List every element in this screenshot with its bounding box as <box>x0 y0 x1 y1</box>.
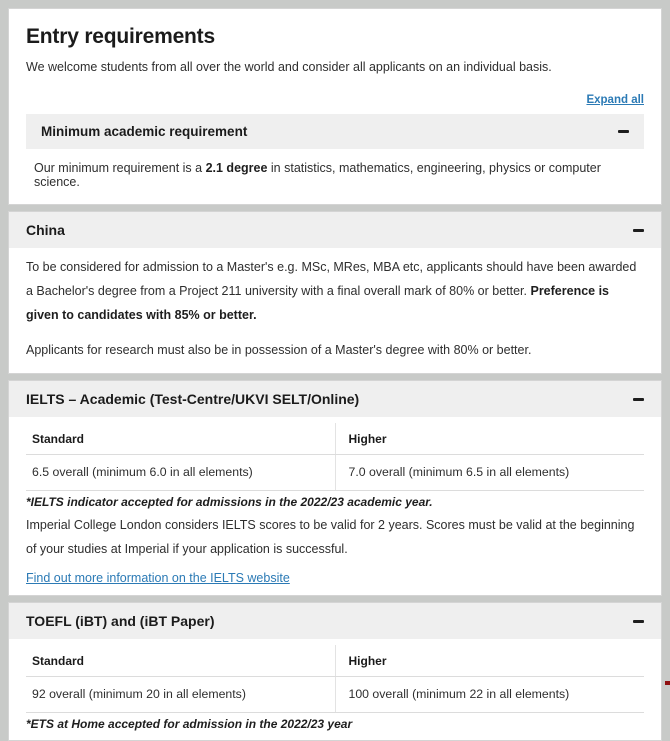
minimum-body-bold: 2.1 degree <box>205 161 268 176</box>
accordion-body-ielts <box>9 417 661 595</box>
accordion-title-minimum-academic: Minimum academic requirement <box>41 124 248 140</box>
ielts-website-link[interactable]: Find out more information on the IELTS website <box>26 571 290 586</box>
toefl-standard-score: 92 overall (minimum 20 in all elements) <box>26 677 335 713</box>
entry-requirements-card <box>8 8 662 205</box>
accordion-toefl <box>8 602 662 741</box>
table-header-row <box>26 423 644 455</box>
column-header-higher: Higher <box>335 423 644 455</box>
accordion-ielts <box>8 380 662 596</box>
ielts-validity-note: Imperial College London considers IELTS scores to be valid for 2 years. Scores must be valid at the beginning of your studies at Imperial if your application is successful. <box>26 517 635 556</box>
china-paragraph-1-bold: Preference is given to candidates with 85% or better. <box>26 283 610 322</box>
column-header-standard: Standard <box>26 645 335 677</box>
collapse-minus-icon <box>633 229 644 232</box>
accordion-title-china: China <box>26 222 65 239</box>
ielts-footnote: *IELTS indicator accepted for admissions in the 2022/23 academic year. <box>26 495 433 510</box>
accordion-header-toefl[interactable] <box>9 603 661 639</box>
accordion-body-china <box>9 248 661 373</box>
minimum-body-text: Our minimum requirement is a <box>34 161 206 176</box>
toefl-footnote: *ETS at Home accepted for admission in the 2022/23 year <box>26 717 353 732</box>
ielts-higher-score: 7.0 overall (minimum 6.5 in all elements) <box>335 455 644 491</box>
accordion-header-china[interactable] <box>9 212 661 248</box>
expand-all-link[interactable]: Expand all <box>586 94 644 107</box>
ielts-link-row <box>26 571 644 585</box>
column-header-standard: Standard <box>26 423 335 455</box>
minimum-body-text-2: in statistics, mathematics, engineering, physics or computer science. <box>34 161 601 190</box>
table-row <box>26 455 644 491</box>
table-header-row <box>26 645 644 677</box>
collapse-minus-icon <box>633 398 644 401</box>
accordion-title-ielts: IELTS – Academic (Test-Centre/UKVI SELT/Online) <box>26 391 360 408</box>
ielts-requirements-table <box>26 423 644 491</box>
intro-text: We welcome students from all over the world and consider all applicants on an individual basis. <box>26 60 552 75</box>
accordion-body-toefl <box>9 639 661 740</box>
accordion-header-minimum-academic[interactable] <box>26 114 644 149</box>
page-title: Entry requirements <box>26 25 215 48</box>
china-paragraph-2: Applicants for research must also be in possession of a Master's degree with 80% or better. <box>26 343 532 358</box>
screenshot-corner-artifact <box>665 681 670 685</box>
toefl-requirements-table <box>26 645 644 713</box>
accordion-header-ielts[interactable] <box>9 381 661 417</box>
ielts-standard-score: 6.5 overall (minimum 6.0 in all elements) <box>26 455 335 491</box>
collapse-minus-icon <box>633 620 644 623</box>
table-row <box>26 677 644 713</box>
accordion-body-minimum-academic <box>26 149 644 204</box>
expand-all-row <box>26 90 644 108</box>
collapse-minus-icon <box>618 130 629 133</box>
accordion-china <box>8 211 662 374</box>
accordion-title-toefl: TOEFL (iBT) and (iBT Paper) <box>26 613 215 630</box>
china-paragraph-1: To be considered for admission to a Master's e.g. MSc, MRes, MBA etc, applicants should have been awarded a Bachelor's degree from a Project 211 university with a final overall mark of 80% or better. Preference is given to candidates with 85% or better. <box>26 260 637 322</box>
column-header-higher: Higher <box>335 645 644 677</box>
toefl-higher-score: 100 overall (minimum 22 in all elements) <box>335 677 644 713</box>
